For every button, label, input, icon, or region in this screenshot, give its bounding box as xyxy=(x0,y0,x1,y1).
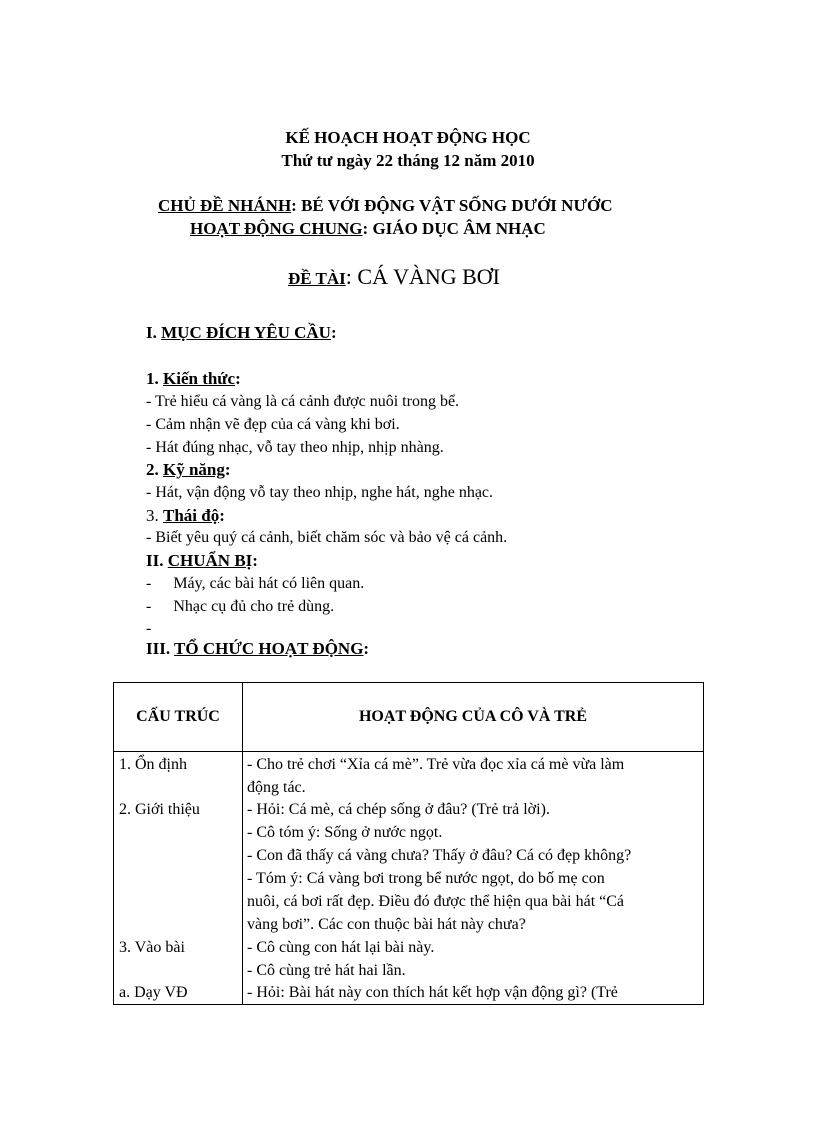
structure-column-header: CẤU TRÚC xyxy=(114,683,243,752)
document-date: Thứ tư ngày 22 tháng 12 năm 2010 xyxy=(281,151,535,170)
knowledge-item: - Hát đúng nhạc, vỗ tay theo nhịp, nhịp nhàng. xyxy=(146,439,444,456)
activity-line: - Cô cùng con hát lại bài này. xyxy=(247,939,435,956)
structure-step: 3. Vào bài xyxy=(119,939,185,956)
structure-cell xyxy=(114,752,243,1005)
knowledge-item: - Cảm nhận vẽ đẹp của cá vàng khi bơi. xyxy=(146,416,400,433)
section-1-heading: I. MỤC ĐÍCH YÊU CẦU: xyxy=(146,323,337,342)
structure-step: 2. Giới thiệu xyxy=(119,801,200,818)
empty-bullet: - xyxy=(146,620,152,637)
activity-line: - Hỏi: Bài hát này con thích hát kết hợp vận động gì? (Trẻ xyxy=(247,984,618,1001)
branch-topic-label: CHỦ ĐỀ NHÁNH xyxy=(158,196,292,215)
activity-line: vàng bơi”. Các con thuộc bài hát này chưa? xyxy=(247,916,526,933)
general-activity-label: HOẠT ĐỘNG CHUNG xyxy=(190,219,363,238)
topic-label: ĐỀ TÀI xyxy=(288,269,346,288)
document-title: KẾ HOẠCH HOẠT ĐỘNG HỌC xyxy=(285,128,531,147)
general-activity-line xyxy=(190,219,546,239)
activity-column-header: HOẠT ĐỘNG CỦA CÔ VÀ TRẺ xyxy=(243,683,704,752)
attitude-heading: 3. Thái độ: xyxy=(146,506,225,525)
knowledge-item: - Trẻ hiểu cá vàng là cá cảnh được nuôi trong bể. xyxy=(146,393,460,410)
activity-line: - Tóm ý: Cá vàng bơi trong bể nước ngọt, do bố mẹ con xyxy=(247,870,605,887)
skills-item: - Hát, vận động vỗ tay theo nhịp, nghe hát, nghe nhạc. xyxy=(146,484,494,501)
activity-line: - Cho trẻ chơi “Xỉa cá mè”. Trẻ vừa đọc xỉa cá mè vừa làm xyxy=(247,756,625,773)
table-header-row xyxy=(114,683,704,752)
topic-line xyxy=(288,264,500,290)
skills-heading: 2. Kỹ năng: xyxy=(146,460,231,479)
activity-line: - Con đã thấy cá vàng chưa? Thấy ở đâu? Cá có đẹp không? xyxy=(247,847,632,864)
branch-topic-value: : BÉ VỚI ĐỘNG VẬT SỐNG DƯỚI NƯỚC xyxy=(291,196,613,215)
activity-cell xyxy=(243,752,704,1005)
structure-step: a. Dạy VĐ xyxy=(119,984,188,1001)
table-row xyxy=(114,752,704,1005)
section-3-heading: III. TỔ CHỨC HOẠT ĐỘNG: xyxy=(146,639,370,658)
branch-topic-line xyxy=(158,196,612,216)
activity-table xyxy=(113,682,704,1005)
preparation-item: - Nhạc cụ đủ cho trẻ dùng. xyxy=(146,598,335,615)
activity-line: động tác. xyxy=(247,779,306,796)
activity-line: - Cô tóm ý: Sống ở nước ngọt. xyxy=(247,824,443,841)
general-activity-value: : GIÁO DỤC ÂM NHẠC xyxy=(362,219,546,238)
structure-step: 1. Ổn định xyxy=(119,756,187,773)
topic-value: : CÁ VÀNG BƠI xyxy=(345,264,501,289)
section-2-heading: II. CHUẨN BỊ: xyxy=(146,551,258,570)
preparation-item: - Máy, các bài hát có liên quan. xyxy=(146,575,365,592)
activity-line: nuôi, cá bơi rất đẹp. Điều đó được thể hiện qua bài hát “Cá xyxy=(247,893,625,910)
activity-line: - Cô cùng trẻ hát hai lần. xyxy=(247,962,406,979)
knowledge-heading: 1. Kiến thức: xyxy=(146,369,241,388)
activity-line: - Hỏi: Cá mè, cá chép sống ở đâu? (Trẻ trả lời). xyxy=(247,801,550,818)
attitude-item: - Biết yêu quý cá cảnh, biết chăm sóc và bảo vệ cá cảnh. xyxy=(146,529,508,546)
